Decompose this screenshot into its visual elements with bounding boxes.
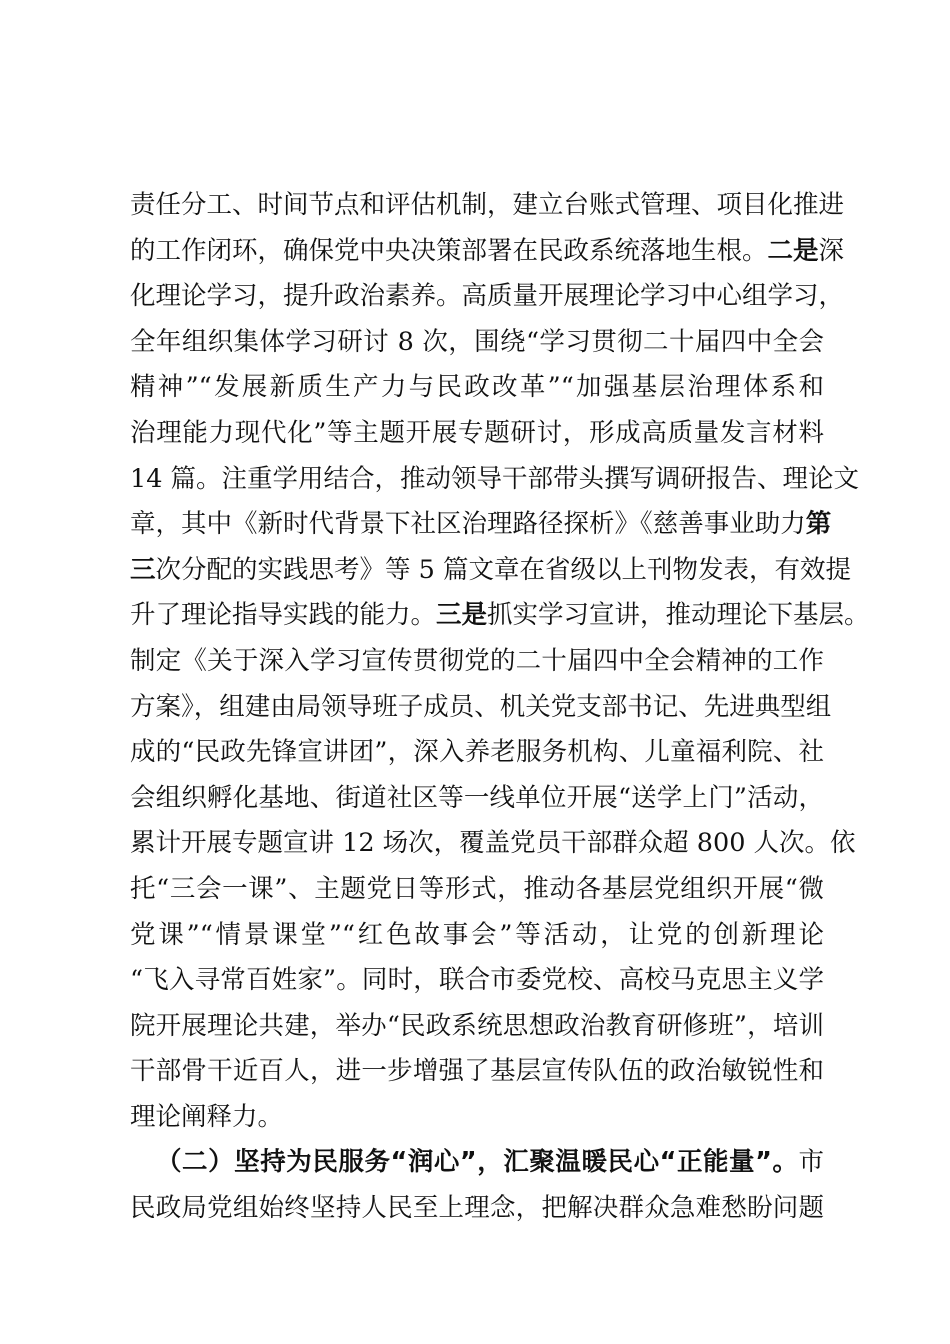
text-run: 党课”“情景课堂”“红色故事会”等活动，让党的创新理论 xyxy=(130,919,824,950)
section-heading-line xyxy=(130,1140,824,1186)
text-run: 升了理论指导实践的能力。 xyxy=(130,600,437,631)
text-line xyxy=(130,457,860,503)
text-run: 理论阐释力。 xyxy=(130,1101,284,1132)
text-run: 的工作闭环，确保党中央决策部署在民政系统落地生根。 xyxy=(130,235,768,266)
text-run: 民政局党组始终坚持人民至上理念，把解决群众急难愁盼问题 xyxy=(130,1193,824,1224)
text-run: 次分配的实践思考》等 5 篇文章在省级以上刊物发表，有效提 xyxy=(155,554,851,585)
text-run: 托“三会一课”、主题党日等形式，推动各基层党组织开展“微 xyxy=(130,873,824,904)
text-line xyxy=(130,730,824,776)
text-line xyxy=(130,867,824,913)
text-line xyxy=(130,958,824,1004)
text-line xyxy=(130,1186,824,1232)
text-run: 方案》，组建由局领导班子成员、机关党支部书记、先进典型组 xyxy=(130,691,832,722)
text-run: 制定《关于深入学习宣传贯彻党的二十届四中全会精神的工作 xyxy=(130,645,824,676)
text-line xyxy=(130,1004,824,1050)
text-run: 章，其中《新时代背景下社区治理路径探析》《慈善事业助力 xyxy=(130,509,806,540)
text-line xyxy=(130,229,845,275)
document-page xyxy=(130,183,870,1232)
text-line xyxy=(130,639,824,685)
bold-text-run: 第 xyxy=(805,509,832,540)
text-run: 全年组织集体学习研讨 8 次，围绕“学习贯彻二十届四中全会 xyxy=(130,326,824,357)
section-heading: （二）坚持为民服务“润心”，汇聚温暖民心“正能量”。 xyxy=(156,1147,799,1178)
text-line xyxy=(130,274,845,320)
text-run: 深 xyxy=(818,235,845,266)
text-line xyxy=(130,685,832,731)
text-run: 会组织孵化基地、街道社区等一线单位开展“送学上门”活动， xyxy=(130,782,824,813)
text-line xyxy=(130,548,851,594)
text-line xyxy=(130,365,824,411)
text-line xyxy=(130,320,824,366)
text-run: “飞入寻常百姓家”。同时，联合市委党校、高校马克思主义学 xyxy=(130,965,824,996)
text-run: 市 xyxy=(798,1147,824,1178)
text-run: 治理能力现代化”等主题开展专题研讨，形成高质量发言材料 xyxy=(130,417,824,448)
text-run: 干部骨干近百人，进一步增强了基层宣传队伍的政治敏锐性和 xyxy=(130,1056,824,1087)
text-line xyxy=(130,913,824,959)
text-line xyxy=(130,1095,824,1141)
text-run: 责任分工、时间节点和评估机制，建立台账式管理、项目化推进 xyxy=(130,190,845,220)
text-run: 院开展理论共建，举办“民政系统思想政治教育研修班”，培训 xyxy=(130,1010,824,1041)
text-line xyxy=(130,593,870,639)
text-line xyxy=(130,776,824,822)
bold-text-run: 三是 xyxy=(436,600,488,631)
text-run: 化理论学习，提升政治素养。高质量开展理论学习中心组学习， xyxy=(130,281,845,312)
text-line xyxy=(130,502,832,548)
bold-text-run: 二是 xyxy=(767,235,819,266)
bold-text-run: 三 xyxy=(130,554,156,585)
text-run: 成的“民政先锋宣讲团”，深入养老服务机构、儿童福利院、社 xyxy=(130,737,824,768)
text-run: 抓实学习宣讲，推动理论下基层。 xyxy=(487,600,870,631)
text-line xyxy=(130,1049,824,1095)
text-run: 累计开展专题宣讲 12 场次，覆盖党员干部群众超 800 人次。依 xyxy=(130,828,856,859)
text-run: 精神”“发展新质生产力与民政改革”“加强基层治理体系和 xyxy=(130,372,824,403)
text-run: 14 篇。注重学用结合，推动领导干部带头撰写调研报告、理论文 xyxy=(130,463,860,494)
text-line xyxy=(130,821,856,867)
text-line xyxy=(130,411,824,457)
text-line xyxy=(130,183,845,229)
